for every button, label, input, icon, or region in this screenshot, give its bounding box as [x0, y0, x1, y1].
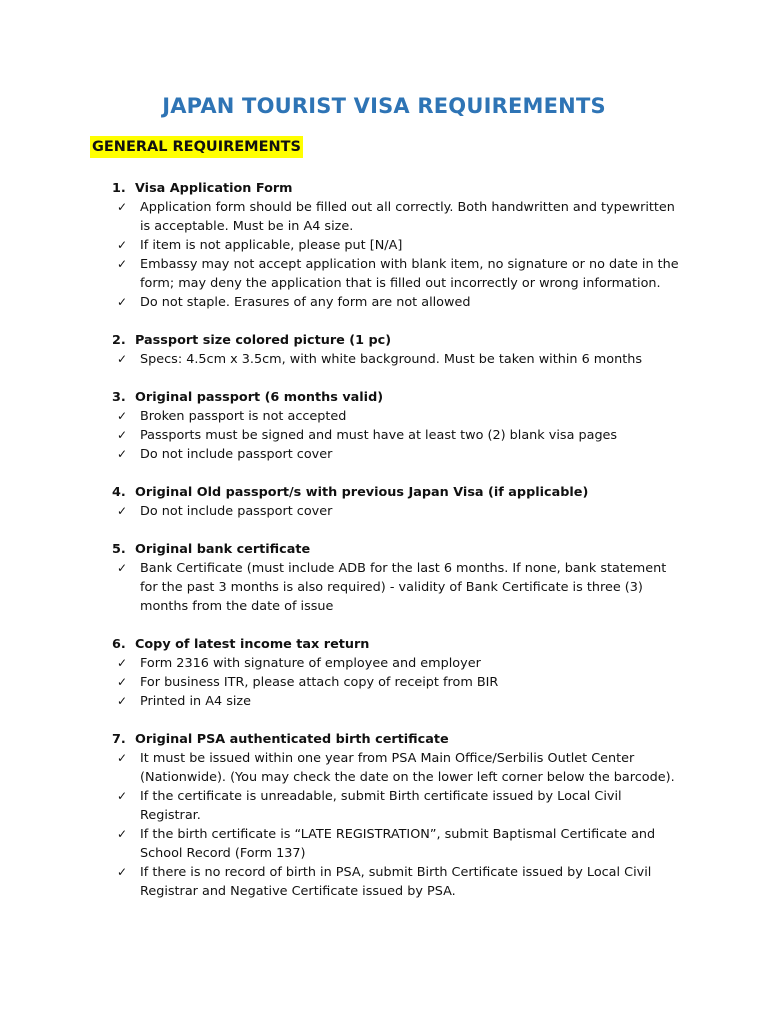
checklist-item-text: Form 2316 with signature of employee and employer: [140, 656, 481, 671]
requirement-4: [0, 483, 768, 521]
requirement-heading: [0, 635, 768, 654]
requirement-heading: [0, 540, 768, 559]
checklist-item: [0, 654, 768, 673]
checklist: [0, 559, 768, 616]
requirement-6: [0, 635, 768, 711]
requirement-heading-text: Original passport (6 months valid): [135, 390, 384, 405]
checklist-item-text: If item is not applicable, please put [N/A]: [140, 238, 403, 253]
requirement-3: [0, 388, 768, 464]
requirement-2: [0, 331, 768, 369]
checkmark-icon: ✓: [117, 504, 128, 518]
checkmark-icon: ✓: [117, 447, 128, 461]
checkmark-icon: ✓: [117, 352, 128, 366]
checklist-item: [0, 350, 768, 369]
checkmark-icon: ✓: [117, 257, 128, 271]
checklist-item: [0, 863, 768, 901]
checkmark-icon: ✓: [117, 238, 128, 252]
checklist-item: [0, 407, 768, 426]
checkmark-icon: ✓: [117, 200, 128, 214]
requirement-heading-text: Original Old passport/s with previous Japan Visa (if applicable): [135, 485, 589, 500]
section-heading-general: GENERAL REQUIREMENTS: [90, 136, 303, 158]
checkmark-icon: ✓: [117, 675, 128, 689]
checklist-item: [0, 502, 768, 521]
checklist-item-text: It must be issued within one year from PSA Main Office/Serbilis Outlet Center (Nationwide). (You may check the date on the lower left corner below the barcode).: [140, 751, 675, 785]
checklist-item-text: Do not include passport cover: [140, 447, 333, 462]
checklist: [0, 407, 768, 464]
requirement-heading: [0, 483, 768, 502]
checklist-item-text: If there is no record of birth in PSA, submit Birth Certificate issued by Local Civil Registrar and Negative Certificate issued by PSA.: [140, 865, 652, 899]
checklist-item-text: Application form should be filled out all correctly. Both handwritten and typewritten is acceptable. Must be in A4 size.: [140, 200, 675, 234]
checklist: [0, 350, 768, 369]
checkmark-icon: ✓: [117, 751, 128, 765]
requirement-heading-text: Copy of latest income tax return: [135, 637, 370, 652]
checklist: [0, 749, 768, 901]
checklist-item-text: If the birth certificate is “LATE REGISTRATION”, submit Baptismal Certificate and School Record (Form 137): [140, 827, 656, 861]
checklist-item: [0, 692, 768, 711]
requirement-heading: [0, 388, 768, 407]
requirement-number: 1.: [112, 181, 126, 196]
requirement-number: 2.: [112, 333, 126, 348]
checklist-item-text: Printed in A4 size: [140, 694, 252, 709]
checklist-item-text: Specs: 4.5cm x 3.5cm, with white background. Must be taken within 6 months: [140, 352, 643, 367]
requirement-number: 4.: [112, 485, 126, 500]
checklist-item: [0, 236, 768, 255]
checkmark-icon: ✓: [117, 409, 128, 423]
checkmark-icon: ✓: [117, 656, 128, 670]
checkmark-icon: ✓: [117, 694, 128, 708]
requirement-heading-text: Visa Application Form: [135, 181, 293, 196]
checklist: [0, 654, 768, 711]
checklist-item: [0, 426, 768, 445]
checkmark-icon: ✓: [117, 789, 128, 803]
checklist-item: [0, 749, 768, 787]
checkmark-icon: ✓: [117, 295, 128, 309]
requirements-list: [0, 179, 768, 920]
checklist-item-text: Passports must be signed and must have at least two (2) blank visa pages: [140, 428, 618, 443]
checkmark-icon: ✓: [117, 561, 128, 575]
checklist-item: [0, 255, 768, 293]
checkmark-icon: ✓: [117, 865, 128, 879]
checklist-item-text: Do not staple. Erasures of any form are not allowed: [140, 295, 471, 310]
requirement-heading: [0, 179, 768, 198]
checklist-item-text: Do not include passport cover: [140, 504, 333, 519]
requirement-heading: [0, 730, 768, 749]
requirement-7: [0, 730, 768, 901]
checklist-item-text: Broken passport is not accepted: [140, 409, 347, 424]
checklist-item: [0, 787, 768, 825]
checklist-item-text: Embassy may not accept application with blank item, no signature or no date in the form; may deny the application that is filled out incorrectly or wrong information.: [140, 257, 679, 291]
checklist-item: [0, 825, 768, 863]
checklist-item: [0, 445, 768, 464]
requirement-heading-text: Passport size colored picture (1 pc): [135, 333, 392, 348]
requirement-heading-text: Original PSA authenticated birth certificate: [135, 732, 449, 747]
requirement-5: [0, 540, 768, 616]
checklist: [0, 502, 768, 521]
requirement-number: 3.: [112, 390, 126, 405]
checklist-item-text: Bank Certificate (must include ADB for the last 6 months. If none, bank statement for the past 3 months is also required) - validity of Bank Certificate is three (3) months from the date of issue: [140, 561, 667, 614]
document-title: JAPAN TOURIST VISA REQUIREMENTS: [162, 94, 606, 118]
checklist: [0, 198, 768, 312]
requirement-number: 7.: [112, 732, 126, 747]
checklist-item: [0, 559, 768, 616]
checklist-item: [0, 198, 768, 236]
requirement-number: 5.: [112, 542, 126, 557]
requirement-heading-text: Original bank certificate: [135, 542, 311, 557]
checklist-item: [0, 673, 768, 692]
requirement-1: [0, 179, 768, 312]
checklist-item-text: If the certificate is unreadable, submit Birth certificate issued by Local Civil Registrar.: [140, 789, 622, 823]
checkmark-icon: ✓: [117, 827, 128, 841]
checklist-item: [0, 293, 768, 312]
requirement-number: 6.: [112, 637, 126, 652]
checkmark-icon: ✓: [117, 428, 128, 442]
checklist-item-text: For business ITR, please attach copy of receipt from BIR: [140, 675, 499, 690]
requirement-heading: [0, 331, 768, 350]
